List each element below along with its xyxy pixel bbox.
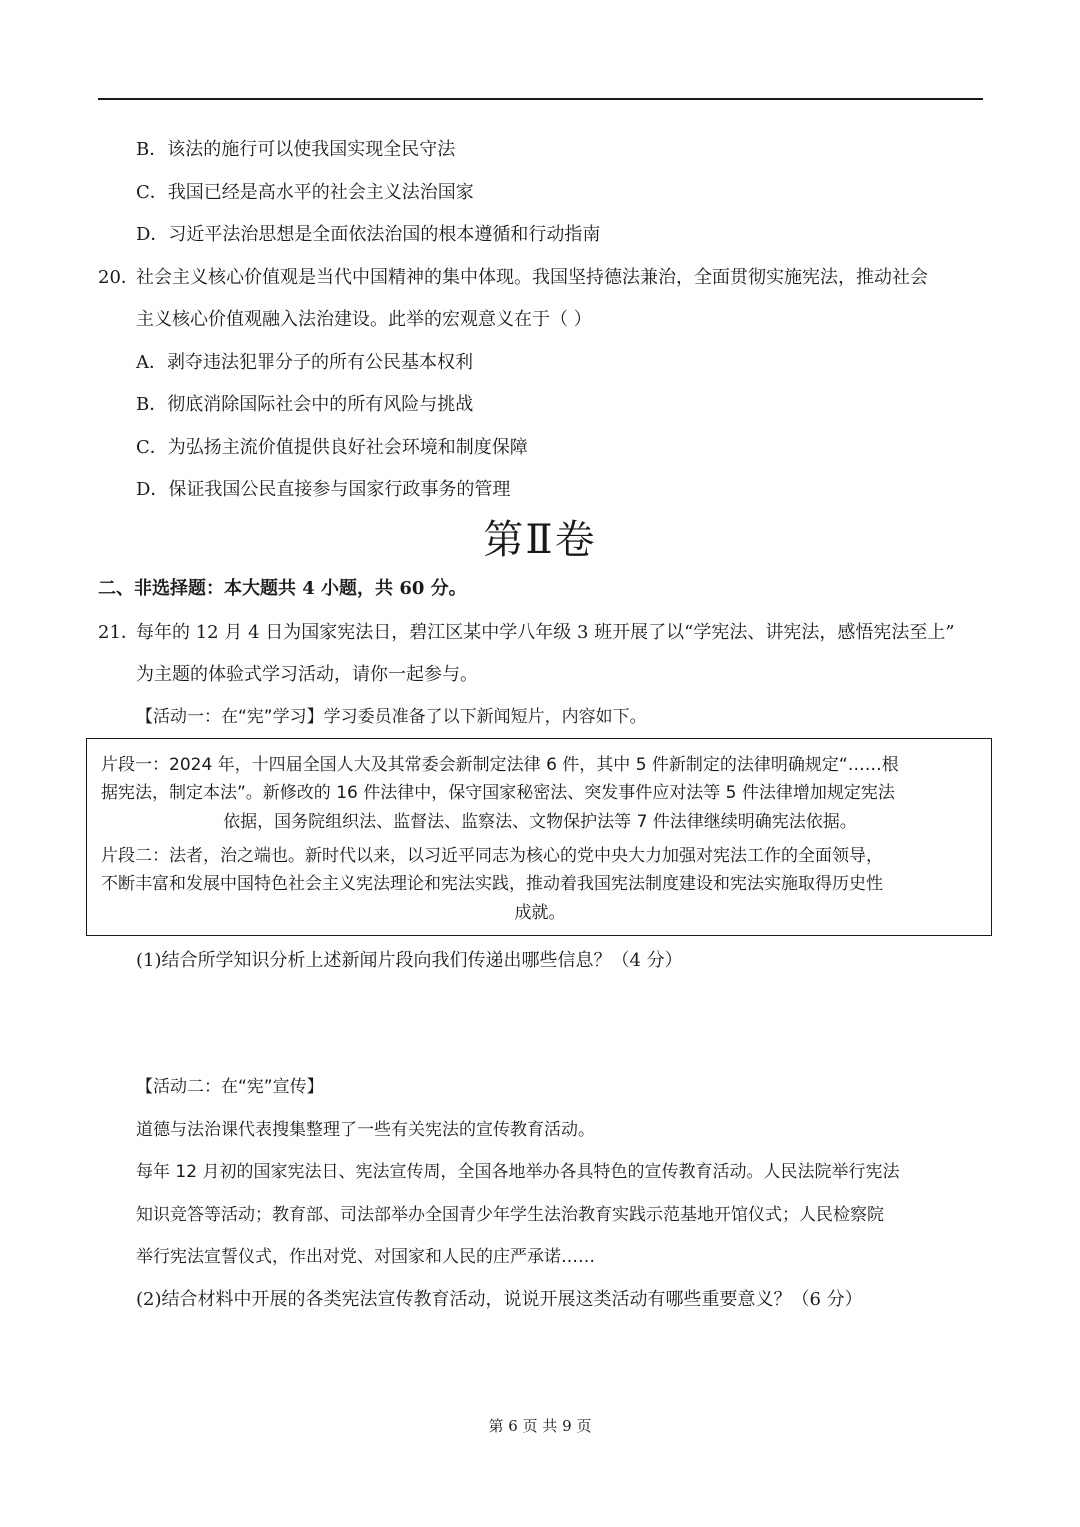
q21-stem-line2: 为主题的体验式学习活动，请你一起参与。	[136, 664, 478, 685]
q19-option-c: C．我国已经是高水平的社会主义法治国家	[136, 182, 474, 203]
q20-option-d: D．保证我国公民直接参与国家行政事务的管理	[136, 479, 511, 500]
q19-option-b: B．该法的施行可以使我国实现全民守法	[136, 139, 456, 160]
excerpt-line-5: 不断丰富和发展中国特色社会主义宪法理论和宪法实践，推动着我国宪法制度建设和宪法实施取得历史性	[101, 874, 883, 894]
q20-option-b: B．彻底消除国际社会中的所有风险与挑战	[136, 394, 474, 415]
activity-two-heading: 【活动二：在“宪”宣传】	[136, 1077, 324, 1097]
excerpt-line-3: 依据，国务院组织法、监督法、监察法、文物保护法等 7 件法律继续明确宪法依据。	[223, 812, 857, 832]
excerpt-line-1: 片段一：2024 年，十四届全国人大及其常委会新制定法律 6 件，其中 5 件新制定的法律明确规定“……根	[101, 755, 899, 775]
material-line-4: 举行宪法宣誓仪式，作出对党、对国家和人民的庄严承诺……	[136, 1247, 595, 1267]
page-number-footer: 第 6 页 共 9 页	[488, 1417, 592, 1435]
q20-number: 20．	[98, 267, 139, 288]
q20-option-a: A．剥夺违法犯罪分子的所有公民基本权利	[136, 352, 473, 373]
q20-stem-line2: 主义核心价值观融入法治建设。此举的宏观意义在于（ ）	[136, 309, 592, 330]
header-rule	[98, 98, 983, 100]
activity-one-heading: 【活动一：在“宪”学习】学习委员准备了以下新闻短片，内容如下。	[136, 707, 647, 727]
sub-question-2: (2)结合材料中开展的各类宪法宣传教育活动，说说开展这类活动有哪些重要意义？（6 分）	[136, 1289, 863, 1310]
q21-stem-line1: 每年的 12 月 4 日为国家宪法日，碧江区某中学八年级 3 班开展了以“学宪法、讲宪法，感悟宪法至上”	[136, 622, 955, 643]
section-heading: 二、非选择题：本大题共 4 小题，共 60 分。	[98, 578, 467, 599]
material-line-1: 道德与法治课代表搜集整理了一些有关宪法的宣传教育活动。	[136, 1120, 595, 1140]
material-line-3: 知识竞答等活动；教育部、司法部举办全国青少年学生法治教育实践示范基地开馆仪式；人民检察院	[136, 1205, 884, 1225]
volume-title: 第Ⅱ卷	[483, 517, 597, 563]
q21-number: 21．	[98, 622, 139, 643]
q20-option-c: C．为弘扬主流价值提供良好社会环境和制度保障	[136, 437, 528, 458]
excerpt-line-2: 据宪法，制定本法”。新修改的 16 件法律中，保守国家秘密法、突发事件应对法等 5 件法律增加规定宪法	[101, 783, 895, 803]
q20-stem-line1: 社会主义核心价值观是当代中国精神的集中体现。我国坚持德法兼治，全面贯彻实施宪法，推动社会	[136, 267, 928, 288]
news-excerpt-box	[86, 738, 992, 936]
sub-question-1: (1)结合所学知识分析上述新闻片段向我们传递出哪些信息？（4 分）	[136, 950, 683, 971]
material-line-2: 每年 12 月初的国家宪法日、宪法宣传周，全国各地举办各具特色的宣传教育活动。人民法院举行宪法	[136, 1162, 900, 1182]
q19-option-d: D．习近平法治思想是全面依法治国的根本遵循和行动指南	[136, 224, 601, 245]
excerpt-line-6: 成就。	[514, 903, 566, 923]
excerpt-line-4: 片段二：法者，治之端也。新时代以来，以习近平同志为核心的党中央大力加强对宪法工作的全面领导，	[101, 846, 883, 866]
